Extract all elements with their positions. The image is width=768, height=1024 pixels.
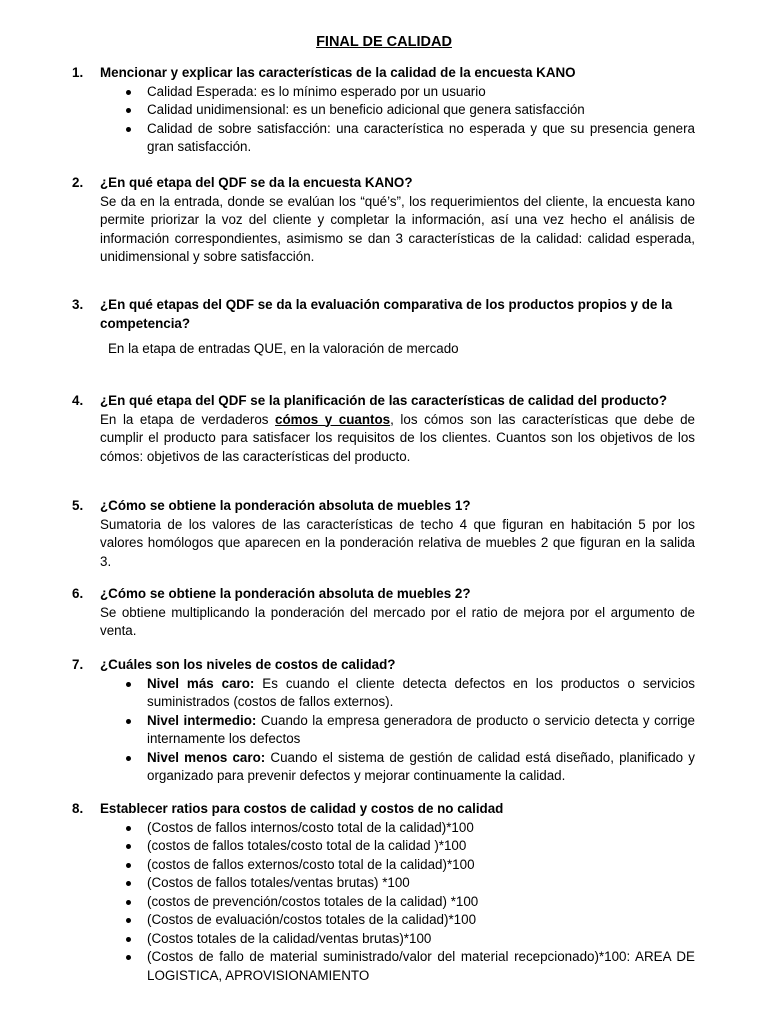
question-text: ¿En qué etapas del QDF se da la evaluación comparativa de los productos propios y de la competencia? [100, 297, 673, 331]
list-item: (costos de fallos externos/costo total de la calidad)*100 [72, 856, 695, 875]
question-number: 5. [72, 498, 84, 513]
bullet-icon [126, 844, 131, 849]
bullet-icon [126, 108, 131, 113]
question-number: 1. [72, 65, 84, 80]
question-text: ¿En qué etapa del QDF se la planificación de las características de calidad del producto? [100, 393, 668, 408]
question-7 [72, 656, 695, 786]
list-item: Nivel intermedio: Cuando la empresa generadora de producto o servicio detecta y corrige internamente los defectos [72, 712, 695, 749]
bullet-icon [126, 756, 131, 761]
list-item: (costos de prevención/costos totales de la calidad) *100 [72, 893, 695, 912]
answer-text: Sumatoria de los valores de las características de techo 4 que figuran en habitación 5 por los valores homólogos que aparecen en la ponderación relativa de muebles 2 que figuran en la salida 3. [100, 516, 695, 569]
question-number: 3. [72, 297, 84, 312]
question-number: 4. [72, 393, 84, 408]
answer-text: Se obtiene multiplicando la ponderación del mercado por el ratio de mejora por el argumento de venta. [100, 604, 695, 638]
list-item: Calidad unidimensional: es un beneficio adicional que genera satisfacción [72, 101, 695, 120]
emphasis-text: cómos y cuantos [275, 411, 391, 427]
bullet-icon [126, 90, 131, 95]
bullet-icon [126, 826, 131, 831]
list-item: Nivel menos caro: Cuando el sistema de gestión de calidad está diseñado, planificado y organizado para prevenir defectos y mejorar continuamente la calidad. [72, 749, 695, 786]
list-item: (Costos de fallos internos/costo total de la calidad)*100 [72, 819, 695, 838]
bullet-list [72, 83, 695, 157]
question-text: Mencionar y explicar las características de la calidad de la encuesta KANO [100, 65, 576, 80]
question-4 [72, 392, 695, 466]
bullet-list [72, 675, 695, 786]
bullet-icon [126, 127, 131, 132]
list-item: (Costos de fallo de material suministrado/valor del material recepcionado)*100: AREA DE LOGISTICA, APROVISIONAMIENTO [72, 948, 695, 985]
list-item: Calidad de sobre satisfacción: una característica no esperada y que su presencia genera gran satisfacción. [72, 120, 695, 157]
question-number: 2. [72, 175, 84, 190]
list-item: Calidad Esperada: es lo mínimo esperado por un usuario [72, 83, 695, 102]
question-text: ¿En qué etapa del QDF se da la encuesta KANO? [100, 175, 413, 190]
bullet-icon [126, 955, 131, 960]
bullet-icon [126, 863, 131, 868]
question-1 [72, 64, 695, 157]
question-3 [72, 296, 695, 359]
bullet-list [72, 819, 695, 986]
question-text: Establecer ratios para costos de calidad y costos de no calidad [100, 801, 504, 816]
question-number: 7. [72, 657, 84, 672]
bullet-icon [126, 918, 131, 923]
bullet-icon [126, 719, 131, 724]
question-2 [72, 174, 695, 267]
bullet-icon [126, 682, 131, 687]
question-6 [72, 585, 695, 641]
question-text: ¿Cómo se obtiene la ponderación absoluta de muebles 2? [100, 586, 471, 601]
list-item: (Costos de fallos totales/ventas brutas) *100 [72, 874, 695, 893]
bullet-icon [126, 900, 131, 905]
question-number: 8. [72, 801, 84, 816]
list-item: (costos de fallos totales/costo total de la calidad )*100 [72, 837, 695, 856]
question-number: 6. [72, 586, 84, 601]
bullet-icon [126, 881, 131, 886]
answer-text: En la etapa de entradas QUE, en la valoración de mercado [108, 341, 459, 356]
bullet-icon [126, 937, 131, 942]
list-item: (Costos de evaluación/costos totales de la calidad)*100 [72, 911, 695, 930]
answer-text: Se da en la entrada, donde se evalúan los “qué’s”, los requerimientos del cliente, la encuesta kano permite priorizar la voz del cliente y completar la información, así una vez hecho el análisis de información correspondientes, asimismo se dan 3 características de la calidad: calidad esperada, unidimensional y sobre satisfacción. [100, 193, 695, 264]
question-text: ¿Cómo se obtiene la ponderación absoluta de muebles 1? [100, 498, 471, 513]
question-text: ¿Cuáles son los niveles de costos de calidad? [100, 657, 396, 672]
answer-text: En la etapa de verdaderos cómos y cuantos, los cómos son las características que debe de cumplir el producto para satisfacer los requisitos de los clientes. Cuantos son los objetivos de los cómos: objetivos de las características del producto. [100, 411, 696, 464]
list-item: Nivel más caro: Es cuando el cliente detecta defectos en los productos o servicios suministrados (costos de fallos externos). [72, 675, 695, 712]
question-5 [72, 497, 695, 571]
document-title: FINAL DE CALIDAD [316, 34, 452, 50]
list-item: (Costos totales de la calidad/ventas brutas)*100 [72, 930, 695, 949]
question-8 [72, 800, 695, 985]
